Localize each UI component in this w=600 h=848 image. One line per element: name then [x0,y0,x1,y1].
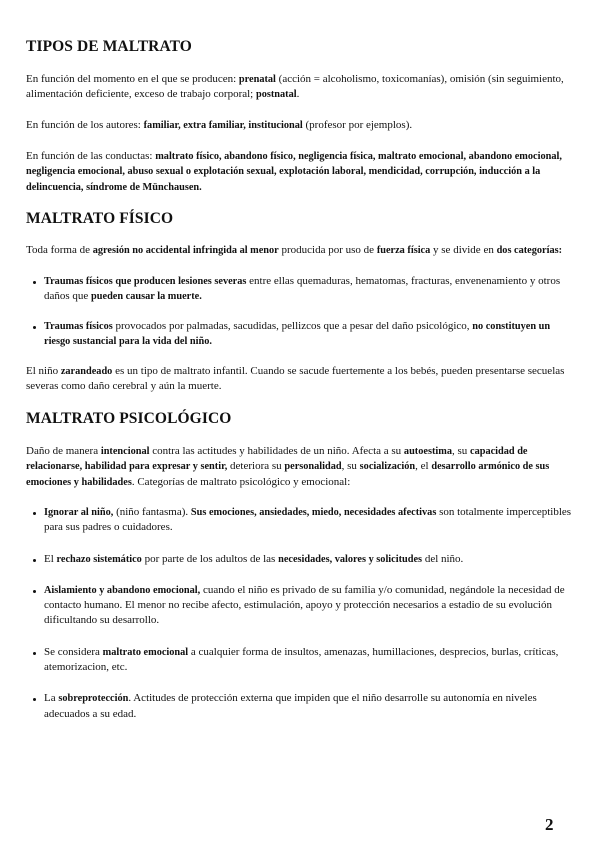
list-item [26,319,574,350]
text-run: entre ellas quemaduras, hematomas, fracturas, envenenamiento y otros daños que [44,275,561,303]
text-run: deteriora su [227,460,285,473]
text-run: producida por uso de [278,244,377,256]
bold-text-run: rechazo sistemático [56,553,142,565]
bold-text-run: agresión no accidental infringida al menor [92,245,279,256]
list-item [26,691,574,722]
bold-text-run: no constituyen un riesgo sustancial para la vida del niño. [44,320,551,347]
text-run: En función de las conductas: [26,150,156,162]
bold-text-run: Aislamiento y abandono emocional, [44,584,201,596]
text-run: , su [341,460,360,473]
text-run: Se considera [44,645,103,658]
text-run: cuando el niño es privado de su familia y/o comunidad, negándole la necesidad de contacto humano. El menor no recibe afecto, estimulación, apoyo y protección necesarios a estadio de su evolución dificultando su desarrollo. [44,583,565,627]
paragraph-zarandeado [26,364,574,395]
bold-text-run: fuerza física [376,245,431,256]
bold-text-run: prenatal [238,74,276,85]
text-run: El [44,552,57,565]
list-item [26,505,574,536]
bold-text-run: maltrato emocional [102,646,189,658]
bold-text-run: familiar, extra familiar, institucional [143,120,303,131]
paragraph-fisico-intro [26,243,574,258]
bold-text-run: Ignorar al niño, [44,507,114,518]
bold-text-run: Sus emociones, ansiedades, miedo, necesidades afectivas [190,507,437,518]
text-run: provocados por palmadas, sacudidas, pellizcos que a pesar del daño psicológico, [112,319,473,332]
page-number: 2 [545,815,554,834]
text-run: es un tipo de maltrato infantil. Cuando se sacude fuertemente a los bebés, pueden presentarse secuelas severas como daño cerebral y aún la muerte. [26,365,565,393]
list-fisico [26,274,574,349]
list-item [26,274,574,305]
text-run: La [44,692,59,705]
bold-text-run: personalidad [284,461,342,473]
text-run: En función de los autores: [26,119,144,131]
bold-text-run: Traumas físicos que producen lesiones severas [44,276,247,287]
bold-text-run: desarrollo armónico de sus emociones y habilidades [26,461,550,488]
text-run: a cualquier forma de insultos, amenazas, humillaciones, desprecios, burlas, críticas, atemorizacion, etc. [44,645,559,674]
list-item [26,583,574,629]
text-run: contra las actitudes y habilidades de un niño. Afecta a su [149,445,404,457]
text-run: . Categorías de maltrato psicológico y emocional: [131,475,351,488]
text-run: y se divide en [430,244,497,256]
text-run: . Actitudes de protección externa que impiden que el niño desarrolle su autonomía en niveles adecuados a su edad. [44,692,537,720]
text-run: . [296,88,300,101]
text-run: (profesor por ejemplos). [302,119,413,131]
bold-text-run: capacidad de relacionarse, habilidad para expresar y sentir, [26,446,528,473]
bold-text-run: maltrato físico, abandono físico, negligencia física, maltrato emocional, abandono emocional, negligencia emocional, abuso sexual o explotación sexual, explotación laboral, mendicidad, corrupción, inducción a la delincuencia, síndrome de Münchausen. [26,151,562,193]
bold-text-run: intencional [100,446,150,457]
text-run: Daño de manera [26,445,101,457]
bold-text-run: zarandeado [60,366,113,377]
bold-text-run: postnatal [255,89,297,101]
text-run: En función del momento en el que se producen: [26,73,239,85]
heading-tipos-de-maltrato: TIPOS DE MALTRATO [26,38,192,55]
heading-maltrato-fisico: MALTRATO FÍSICO [26,210,174,227]
text-run: del niño. [422,552,464,565]
text-run: (niño fantasma). [113,506,191,518]
text-run: , su [451,445,470,457]
text-run: son totalmente imperceptibles para sus padres o cuidadores. [44,506,572,534]
paragraph-momento [26,72,574,103]
bold-text-run: dos categorías: [496,245,563,256]
heading-maltrato-psicologico: MALTRATO PSICOLÓGICO [26,410,232,427]
paragraph-conductas [26,149,574,195]
bold-text-run: sobreprotección [58,693,129,705]
text-run: Toda forma de [26,244,93,256]
bold-text-run: socialización [359,461,416,473]
list-item [26,645,574,676]
bold-text-run: autoestima [403,446,452,457]
list-item [26,552,574,567]
paragraph-psicologico-intro [26,444,574,490]
paragraph-autores [26,118,574,133]
list-psicologico [26,505,574,722]
text-run: El niño [26,365,61,377]
text-run: , el [415,460,432,473]
bold-text-run: necesidades, valores y solicitudes [278,553,423,565]
bold-text-run: Traumas físicos [44,320,113,332]
text-run: por parte de los adultos de las [141,552,279,565]
text-run: (acción = alcoholismo, toxicomanías), omisión (sin seguimiento, alimentación deficiente, exceso de trabajo corporal; [26,73,564,101]
bold-text-run: pueden causar la muerte. [91,291,202,303]
